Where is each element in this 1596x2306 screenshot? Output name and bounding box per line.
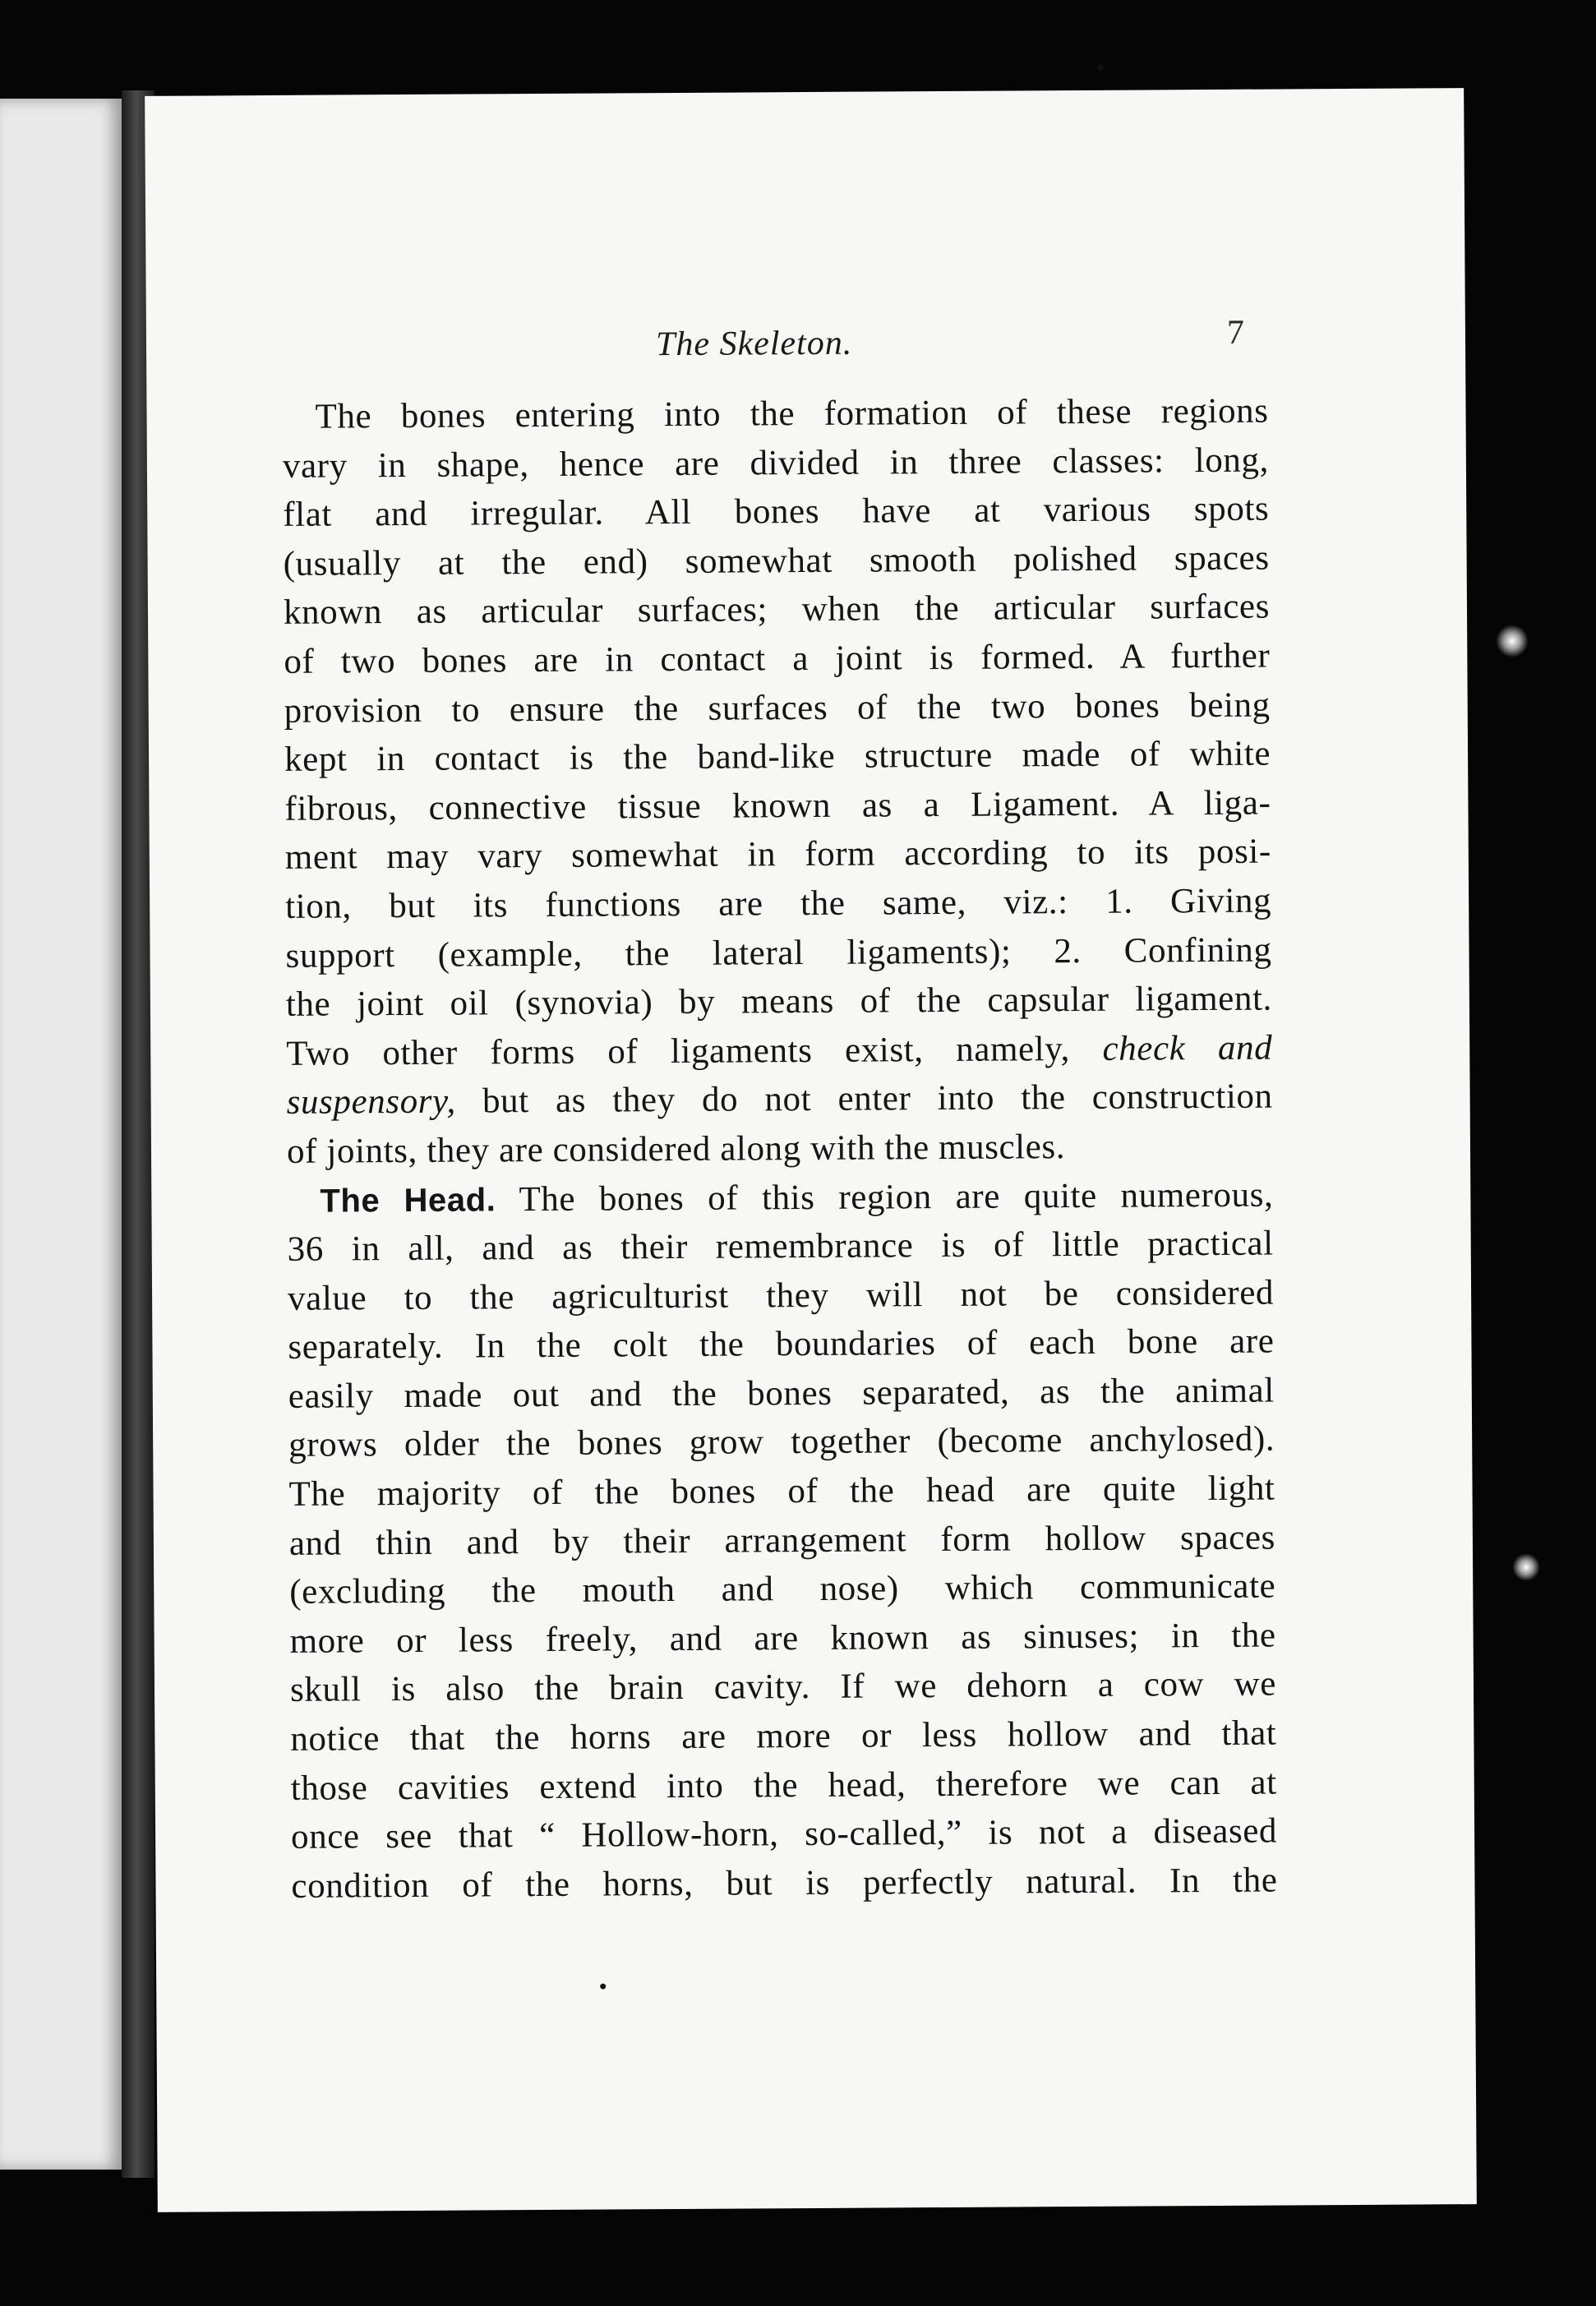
text-run: but as they do not enter into the construction [482, 1077, 1273, 1121]
ink-speck [600, 1984, 606, 1990]
italic-term: suspensory, [286, 1082, 456, 1123]
paragraph-head [287, 1170, 1277, 1911]
text-line-mixed [287, 1170, 1273, 1225]
page-number: 7 [1226, 313, 1245, 352]
text-line: tion, but its functions are the same, viz.: 1. Giving [285, 881, 1272, 926]
text-line: the joint oil (synovia) by means of the capsular ligament. [285, 979, 1273, 1025]
text-line: value to the agriculturist they will not be considered [287, 1273, 1275, 1318]
text-line: (excluding the mouth and nose) which communicate [289, 1566, 1276, 1612]
text-line: more or less freely, and are known as sinuses; in the [289, 1616, 1276, 1661]
running-title: The Skeleton. [655, 324, 853, 364]
text-line: separately. In the colt the boundaries of each bone are [288, 1321, 1275, 1367]
page-header [146, 313, 1465, 377]
text-line: of joints, they are considered along with the muscles. [286, 1128, 1066, 1171]
text-line: provision to ensure the surfaces of the two bones being [284, 685, 1271, 731]
text-line: vary in shape, hence are divided in three classes: long, [282, 440, 1270, 486]
text-line: skull is also the brain cavity. If we dehorn a cow we [289, 1664, 1277, 1710]
text-line: flat and irregular. All bones have at various spots [283, 489, 1270, 535]
text-line: support (example, the lateral ligaments); 2. Confining [285, 930, 1272, 975]
scan-glare [1496, 625, 1529, 657]
text-line: those cavities extend into the head, therefore we can at [290, 1763, 1277, 1808]
text-line: The majority of the bones of the head are quite light [288, 1469, 1275, 1514]
text-line: (usually at the end) somewhat smooth polished spaces [283, 538, 1270, 583]
text-line: notice that the horns are more or less hollow and that [290, 1713, 1277, 1759]
text-line: known as articular surfaces; when the articular surfaces [283, 587, 1271, 633]
page-body [282, 387, 1277, 1912]
paragraph-bones [282, 387, 1273, 1177]
scan-speck [1097, 64, 1104, 71]
previous-page-edge [0, 99, 122, 2170]
text-line: easily made out and the bones separated, as the animal [288, 1371, 1275, 1416]
text-line: and thin and by their arrangement form hollow spaces [288, 1518, 1276, 1563]
text-line-mixed [286, 1023, 1272, 1078]
text-line: The bones entering into the formation of these regions [315, 391, 1269, 436]
scan-glare [1512, 1553, 1540, 1581]
text-line-mixed [286, 1072, 1272, 1128]
text-line: of two bones are in contact a joint is formed. A further [284, 636, 1271, 681]
text-line: once see that “ Hollow-horn, so-called,” is not a diseased [290, 1811, 1278, 1857]
section-heading: The Head. [320, 1181, 496, 1220]
text-line: grows older the bones grow together (become anchylosed). [288, 1420, 1275, 1465]
text-run: The bones of this region are quite numerous, [519, 1175, 1274, 1219]
italic-term: check and [1102, 1028, 1273, 1068]
text-line: kept in contact is the band-like structure made of white [284, 734, 1271, 780]
text-line: ment may vary somewhat in form according to its posi- [284, 832, 1271, 878]
text-run: Two other forms of ligaments exist, namely, [286, 1029, 1071, 1073]
text-line: 36 in all, and as their remembrance is of little practical [287, 1224, 1274, 1269]
text-line: condition of the horns, but is perfectly natural. In the [291, 1861, 1278, 1906]
book-page [145, 88, 1477, 2212]
text-line: fibrous, connective tissue known as a Ligament. A liga- [284, 783, 1271, 828]
